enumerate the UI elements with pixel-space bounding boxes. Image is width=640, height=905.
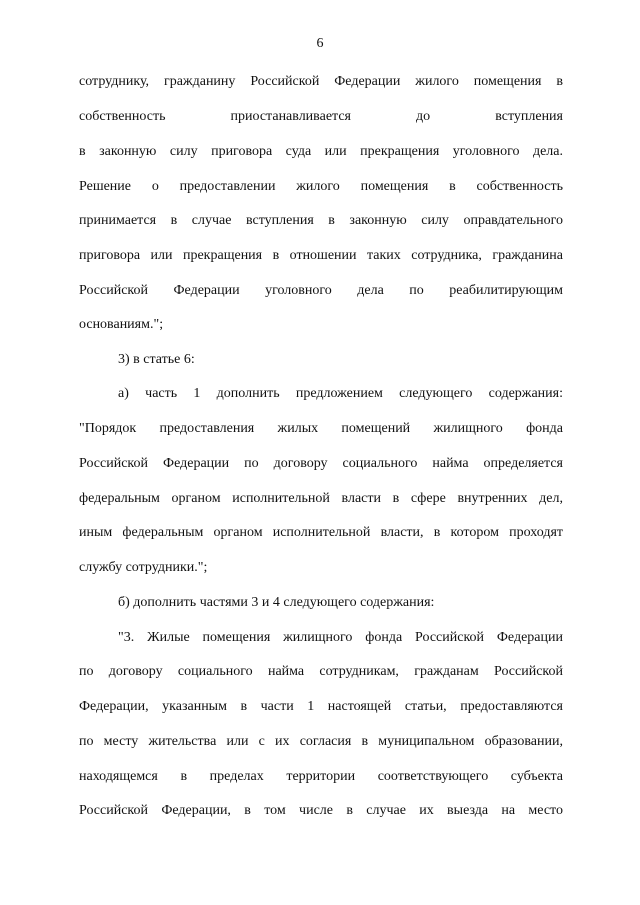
text-line: по договору социального найма сотрудникам, гражданам Российской: [79, 664, 563, 679]
text-line: сотруднику, гражданину Российской Федерации жилого помещения в: [79, 74, 563, 89]
page-number: 6: [316, 36, 324, 51]
text-line: Российской Федерации по договору социального найма определяется: [79, 456, 563, 471]
text-line: основаниям.";: [79, 317, 164, 332]
text-line: Российской Федерации, в том числе в случае их выезда на место: [79, 803, 563, 818]
text-line: федеральным органом исполнительной власти в сфере внутренних дел,: [79, 491, 563, 506]
text-line: "3. Жилые помещения жилищного фонда Российской Федерации: [118, 630, 563, 645]
text-line: принимается в случае вступления в законную силу оправдательного: [79, 213, 563, 228]
text-line: "Порядок предоставления жилых помещений жилищного фонда: [79, 421, 563, 436]
text-line: собственность приостанавливается до вступления: [79, 109, 563, 124]
text-line: Решение о предоставлении жилого помещения в собственность: [79, 179, 563, 194]
text-line: а) часть 1 дополнить предложением следующего содержания:: [118, 386, 563, 401]
text-line: Российской Федерации уголовного дела по реабилитирующим: [79, 283, 563, 298]
text-line: б) дополнить частями 3 и 4 следующего содержания:: [118, 595, 435, 610]
text-line: по месту жительства или с их согласия в муниципальном образовании,: [79, 734, 563, 749]
text-line: службу сотрудники.";: [79, 560, 208, 575]
text-line: находящемся в пределах территории соответствующего субъекта: [79, 769, 563, 784]
text-line: иным федеральным органом исполнительной власти, в котором проходят: [79, 525, 563, 540]
list-item-heading: 3) в статье 6:: [118, 352, 195, 367]
text-line: в законную силу приговора суда или прекращения уголовного дела.: [79, 144, 563, 159]
text-line: приговора или прекращения в отношении таких сотрудника, гражданина: [79, 248, 563, 263]
text-line: Федерации, указанным в части 1 настоящей статьи, предоставляются: [79, 699, 563, 714]
